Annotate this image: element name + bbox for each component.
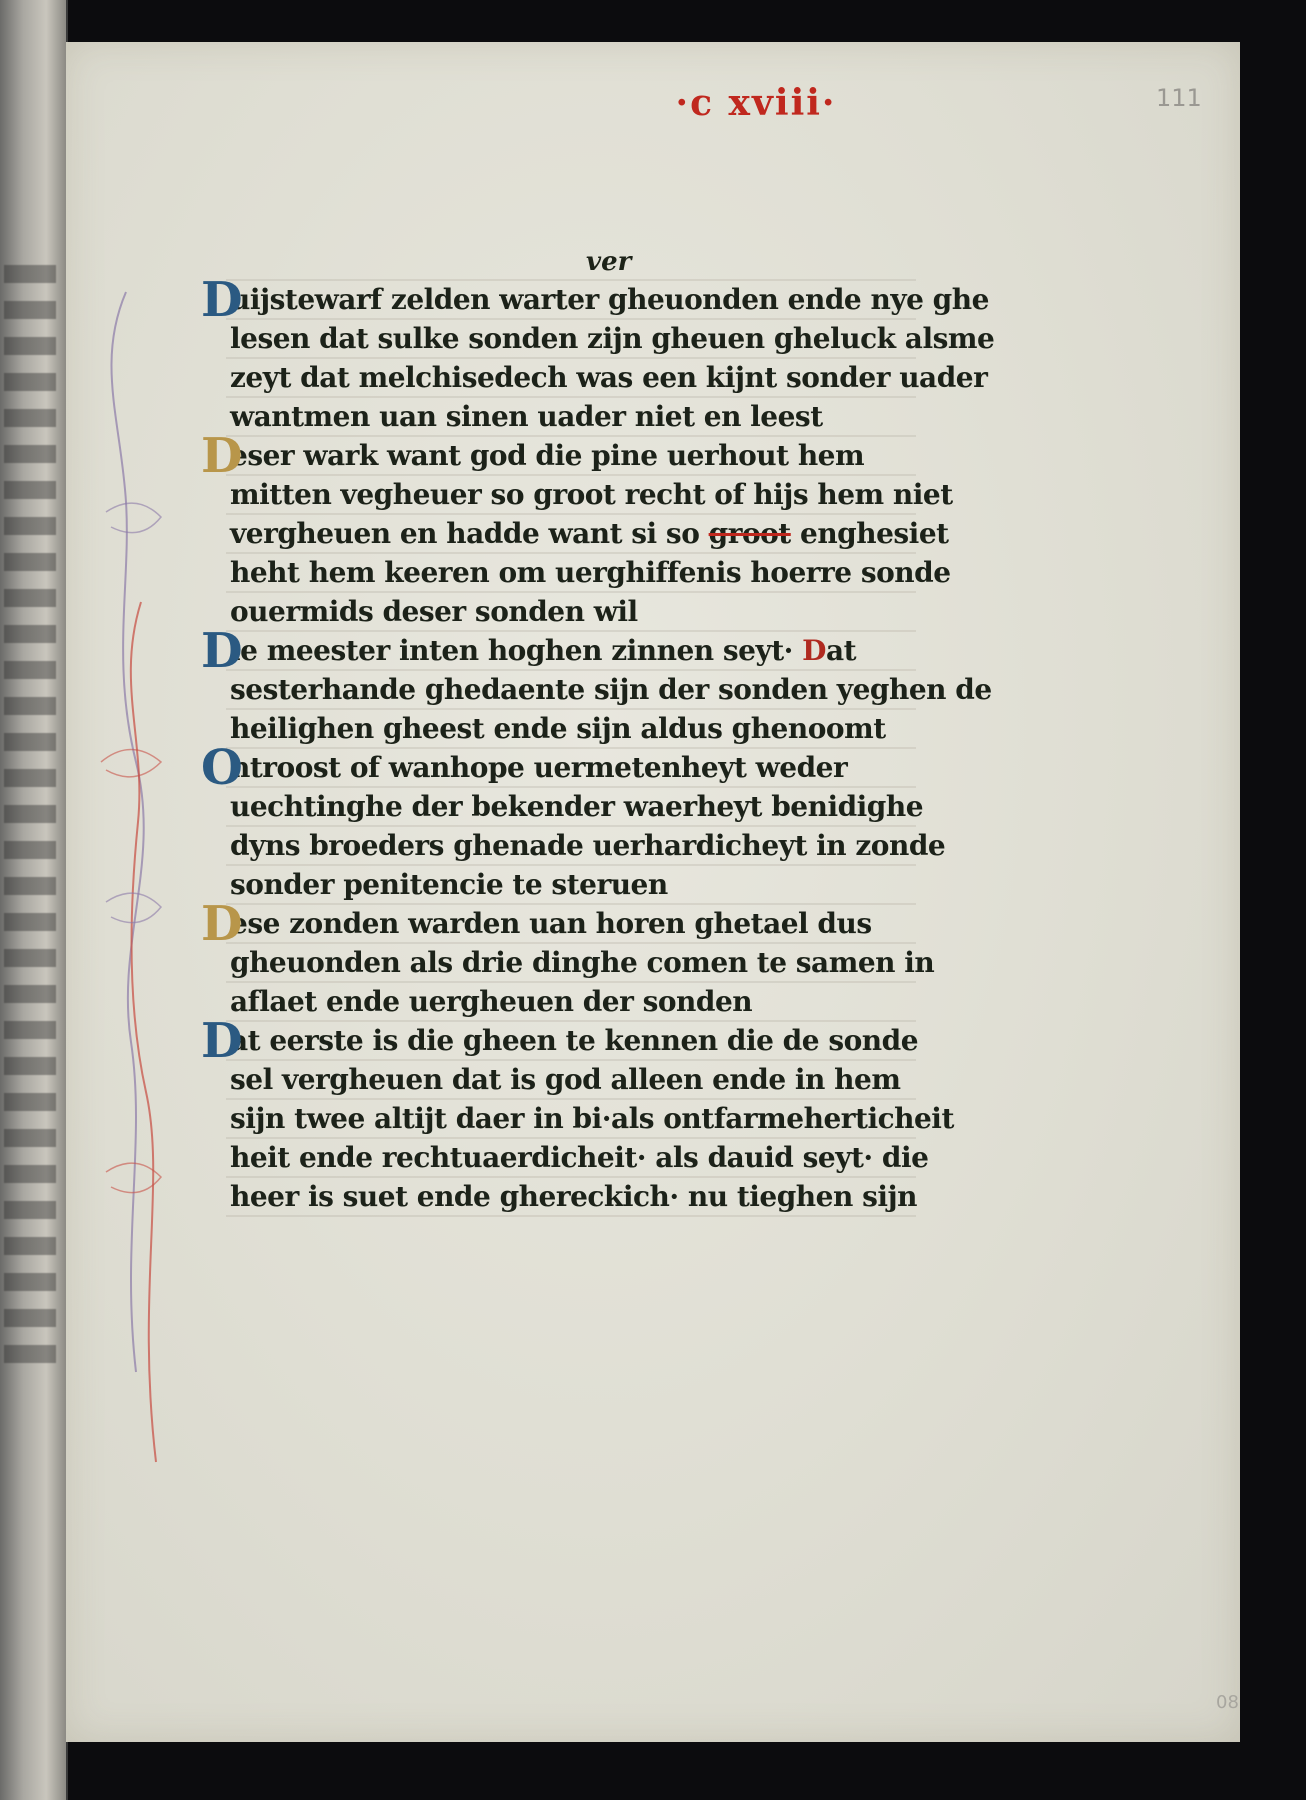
decorated-initial: D <box>201 896 243 952</box>
line-text: ouermids deser sonden wil <box>230 595 638 628</box>
line-text: uechtinghe der bekender waerheyt benidighe <box>230 790 924 823</box>
text-line <box>161 740 981 796</box>
correction-note: ver <box>586 247 632 277</box>
line-text: dyns broeders ghenade uerhardicheyt in zonde <box>230 829 946 862</box>
text-line <box>161 1138 981 1177</box>
line-text: lesen dat sulke sonden zijn gheuen gheluck alsme <box>230 322 995 355</box>
line-text: ie meester inten hoghen zinnen seyt· <box>230 634 793 667</box>
decorated-initial: O <box>201 740 243 796</box>
text-line <box>161 272 989 328</box>
folio-number: ·c xviii· <box>675 82 837 124</box>
line-text: sijn twee altijt daer in bi·als ontfarmeherticheit <box>230 1102 954 1135</box>
line-text: ntroost of wanhope uermetenheyt weder <box>230 751 848 784</box>
text-line <box>161 1099 981 1138</box>
text-column <box>161 272 995 1216</box>
text-line <box>161 397 981 436</box>
text-line <box>161 514 981 553</box>
text-line <box>161 428 981 484</box>
pencil-foliation: 111 <box>1156 84 1202 112</box>
line-text: mitten vegheuer so groot recht of hijs hem niet <box>230 478 953 511</box>
line-text-tail: at <box>825 634 857 667</box>
previous-leaf-edge <box>0 0 68 1800</box>
manuscript-page <box>66 42 1240 1742</box>
previous-leaf-text-bleed <box>4 265 56 1365</box>
line-text: sonder penitencie te steruen <box>230 868 668 901</box>
text-line <box>161 943 981 982</box>
text-line <box>161 896 981 952</box>
text-line <box>161 709 981 748</box>
line-text: heht hem keeren om uerghiffenis hoerre sonde <box>230 556 951 589</box>
text-line <box>161 826 981 865</box>
text-line <box>161 1060 981 1099</box>
line-text: ese zonden warden uan horen ghetael dus <box>230 907 872 940</box>
line-text: aflaet ende uergheuen der sonden <box>230 985 753 1018</box>
decorated-initial: D <box>201 428 243 484</box>
line-text: heilighen gheest ende sijn aldus ghenoomt <box>230 712 886 745</box>
line-text: vergheuen en hadde want si so <box>230 517 700 550</box>
line-text: sesterhande ghedaente sijn der sonden yeghen de <box>230 673 992 706</box>
text-line <box>161 982 981 1021</box>
decorated-initial: D <box>201 623 243 679</box>
decorated-initial: D <box>201 1013 243 1069</box>
text-line <box>161 865 981 904</box>
text-line <box>161 553 981 592</box>
text-line <box>161 787 981 826</box>
text-line <box>161 670 992 709</box>
text-line <box>161 592 981 631</box>
line-text: heer is suet ende ghereckich· nu tieghen sijn <box>230 1180 917 1213</box>
line-text: wantmen uan sinen uader niet en leest <box>230 400 823 433</box>
line-text: gheuonden als drie dinghe comen te samen in <box>230 946 935 979</box>
text-line <box>161 475 981 514</box>
line-text-tail: enghesiet <box>800 517 949 550</box>
text-line <box>161 319 995 358</box>
line-text: heit ende rechtuaerdicheit· als dauid seyt· die <box>230 1141 929 1174</box>
text-line <box>161 1013 981 1069</box>
line-text: eser wark want god die pine uerhout hem <box>230 439 865 472</box>
struck-word: groot <box>708 517 791 550</box>
pencil-corner-mark: 08 <box>1216 1692 1239 1713</box>
line-text: zeyt dat melchisedech was een kijnt sonder uader <box>230 361 988 394</box>
text-line <box>161 358 988 397</box>
text-line <box>161 623 981 679</box>
rubricated-initial: D <box>802 634 826 667</box>
line-text: sel vergheuen dat is god alleen ende in hem <box>230 1063 901 1096</box>
decorated-initial: D <box>201 272 243 328</box>
text-line <box>161 1177 981 1216</box>
line-text: uijstewarf zelden warter gheuonden ende nye ghe <box>230 283 989 316</box>
line-text: at eerste is die gheen te kennen die de sonde <box>230 1024 919 1057</box>
